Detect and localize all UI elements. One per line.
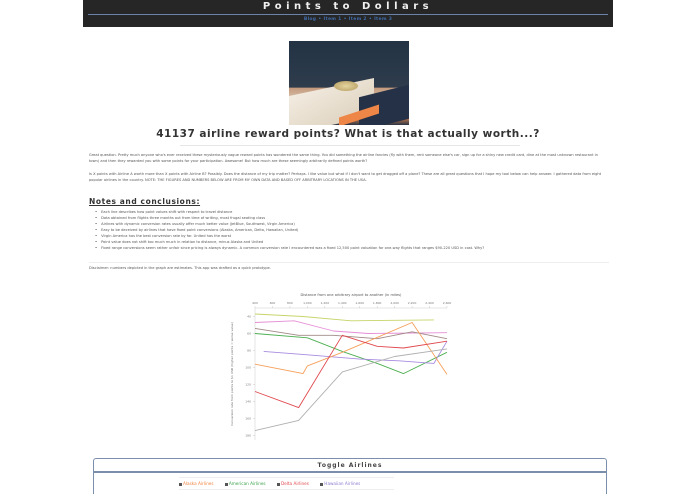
x-tick-label: 1,800 [372, 301, 382, 305]
checkbox-icon[interactable] [225, 483, 228, 486]
notes-divider [89, 262, 609, 263]
toggle-options-row [179, 477, 394, 486]
nav-link-item-1[interactable]: Item 1 [323, 17, 342, 22]
site-title[interactable]: Points to Dollars [262, 1, 434, 12]
y-tick-label: 120 [245, 382, 251, 387]
checkbox-icon[interactable] [277, 483, 280, 486]
x-tick-label: 2,200 [407, 301, 417, 305]
nav-link-item-3[interactable]: Item 3 [374, 17, 393, 22]
toggle-label: Delta Airlines [280, 481, 309, 486]
points-value-chart [225, 288, 460, 448]
series-line-american-airlines [255, 334, 447, 374]
x-tick-label: 2,600 [442, 301, 452, 305]
x-tick-label: 600 [269, 301, 276, 305]
y-tick-label: 160 [245, 416, 251, 421]
coin-graphic [334, 81, 358, 91]
toggle-options-row-2 [179, 489, 394, 493]
note-item: • Data obtained from flights three months out from time of writing, most frugal seating class [95, 215, 610, 221]
nav-bar [83, 17, 613, 22]
checkbox-icon[interactable] [320, 483, 323, 486]
toggle-delta[interactable] [277, 481, 309, 486]
note-item: • Point value does not shift too much much in relation to distance, minus Alaska and United [95, 239, 610, 245]
question-paragraph: Is X points with Airline A worth more than X points with Airline B? Possibly. Does the distance of my trip matter? Perhaps. I like value but what if I don't want to get dragged off a plane? These are all great questions that I hope my tool below can help answer. I gathered data from eight popular airlines in the country. NOTE: THE FIGURES AND NUMBERS BELOW ARE FROM MY OWN DATA AND BASED OFF ARBITRARY LOCATIONS IN THE USA. [89, 172, 602, 182]
series-line-delta-airlines [255, 335, 447, 407]
title-divider [180, 145, 520, 146]
toggle-airlines-panel [93, 458, 607, 494]
series-line-virgin-america [264, 341, 447, 363]
chart-title: Distance from one arbitrary airport to another (in miles) [300, 293, 402, 297]
y-tick-label: 100 [245, 365, 251, 370]
x-tick-label: 800 [287, 301, 293, 305]
header-divider [88, 14, 608, 15]
nav-link-item-2[interactable]: Item 2 [348, 17, 367, 22]
toggle-panel-title: Toggle Airlines [94, 459, 606, 473]
x-tick-label: 1,000 [303, 301, 312, 305]
toggle-label: American Airlines [228, 481, 266, 486]
toggle-label: Alaska Airlines [183, 481, 214, 486]
note-item: • Fixed range conversions seem rather unfair since pricing is always dynamic. A common conversion rate I encountered was a fixed 12,500 point valuation for one-way flights that ranges $90-220 USD in cost. Why? [95, 245, 610, 251]
notes-list [95, 209, 610, 251]
y-tick-label: 60 [247, 331, 251, 336]
toggle-alaska[interactable] [179, 481, 214, 486]
site-header [83, 0, 613, 27]
note-item: • Virgin America has the best conversion rate by far. United has the worst [95, 233, 610, 239]
toggle-american[interactable] [225, 481, 266, 486]
intro-paragraph: Great question. Pretty much anyone who's ever received these mysteriously vague reward points has wondered the same thing. You did something the airline fancies (fly with them, rent someone else's car, sign up for a shiny new credit card, dine at the most unknown restaurant in town) and then they rewarded you with some points for your participation. Awesome! But how much are these seemingly arbitrarily defined points worth? [89, 153, 598, 163]
nav-separator: • [343, 17, 347, 22]
line-chart-svg [225, 288, 460, 448]
hero-image [289, 41, 409, 125]
y-tick-label: 80 [247, 348, 251, 353]
checkbox-icon[interactable] [179, 483, 182, 486]
note-item: • Easy to be deceived by airlines that have fixed point conversions (Alaska, American, Delta, Hawaiian, United) [95, 227, 610, 233]
toggle-label: Hawaiian Airlines [324, 481, 361, 486]
nav-separator: • [368, 17, 373, 22]
page-title: 41137 airline reward points? What is that actually worth...? [156, 128, 540, 140]
x-tick-label: 400 [252, 301, 258, 305]
nav-link-blog[interactable]: Blog [303, 17, 317, 22]
y-axis-label: Conversion rate from points to $1 USD (higher points = worse value) [230, 322, 234, 426]
series-line-southwest [255, 328, 447, 338]
nav-separator: • [318, 17, 322, 22]
series-line-hawaiian-airlines [255, 314, 434, 321]
x-tick-label: 2,000 [390, 301, 399, 305]
series-line-united-airlines [255, 349, 447, 431]
x-tick-label: 2,400 [425, 301, 434, 305]
y-tick-label: 40 [247, 314, 251, 319]
toggle-hawaiian[interactable] [320, 481, 360, 486]
x-tick-label: 1,400 [337, 301, 347, 305]
notes-heading: Notes and conclusions: [89, 197, 201, 206]
note-item: • Airlines with dynamic conversion rates usually offer much better value (JetBlue, Southwest, Virgin America) [95, 221, 610, 227]
y-tick-label: 140 [245, 399, 251, 404]
x-tick-label: 1,600 [355, 301, 365, 305]
disclaimer-text: Disclaimer: numbers depicted in the graph are estimates. This app was drafted as a quick prototype. [89, 266, 271, 270]
x-tick-label: 1,200 [320, 301, 330, 305]
note-item: • Each line describes how point values shift with respect to travel distance [95, 209, 610, 215]
y-tick-label: 180 [245, 433, 251, 438]
